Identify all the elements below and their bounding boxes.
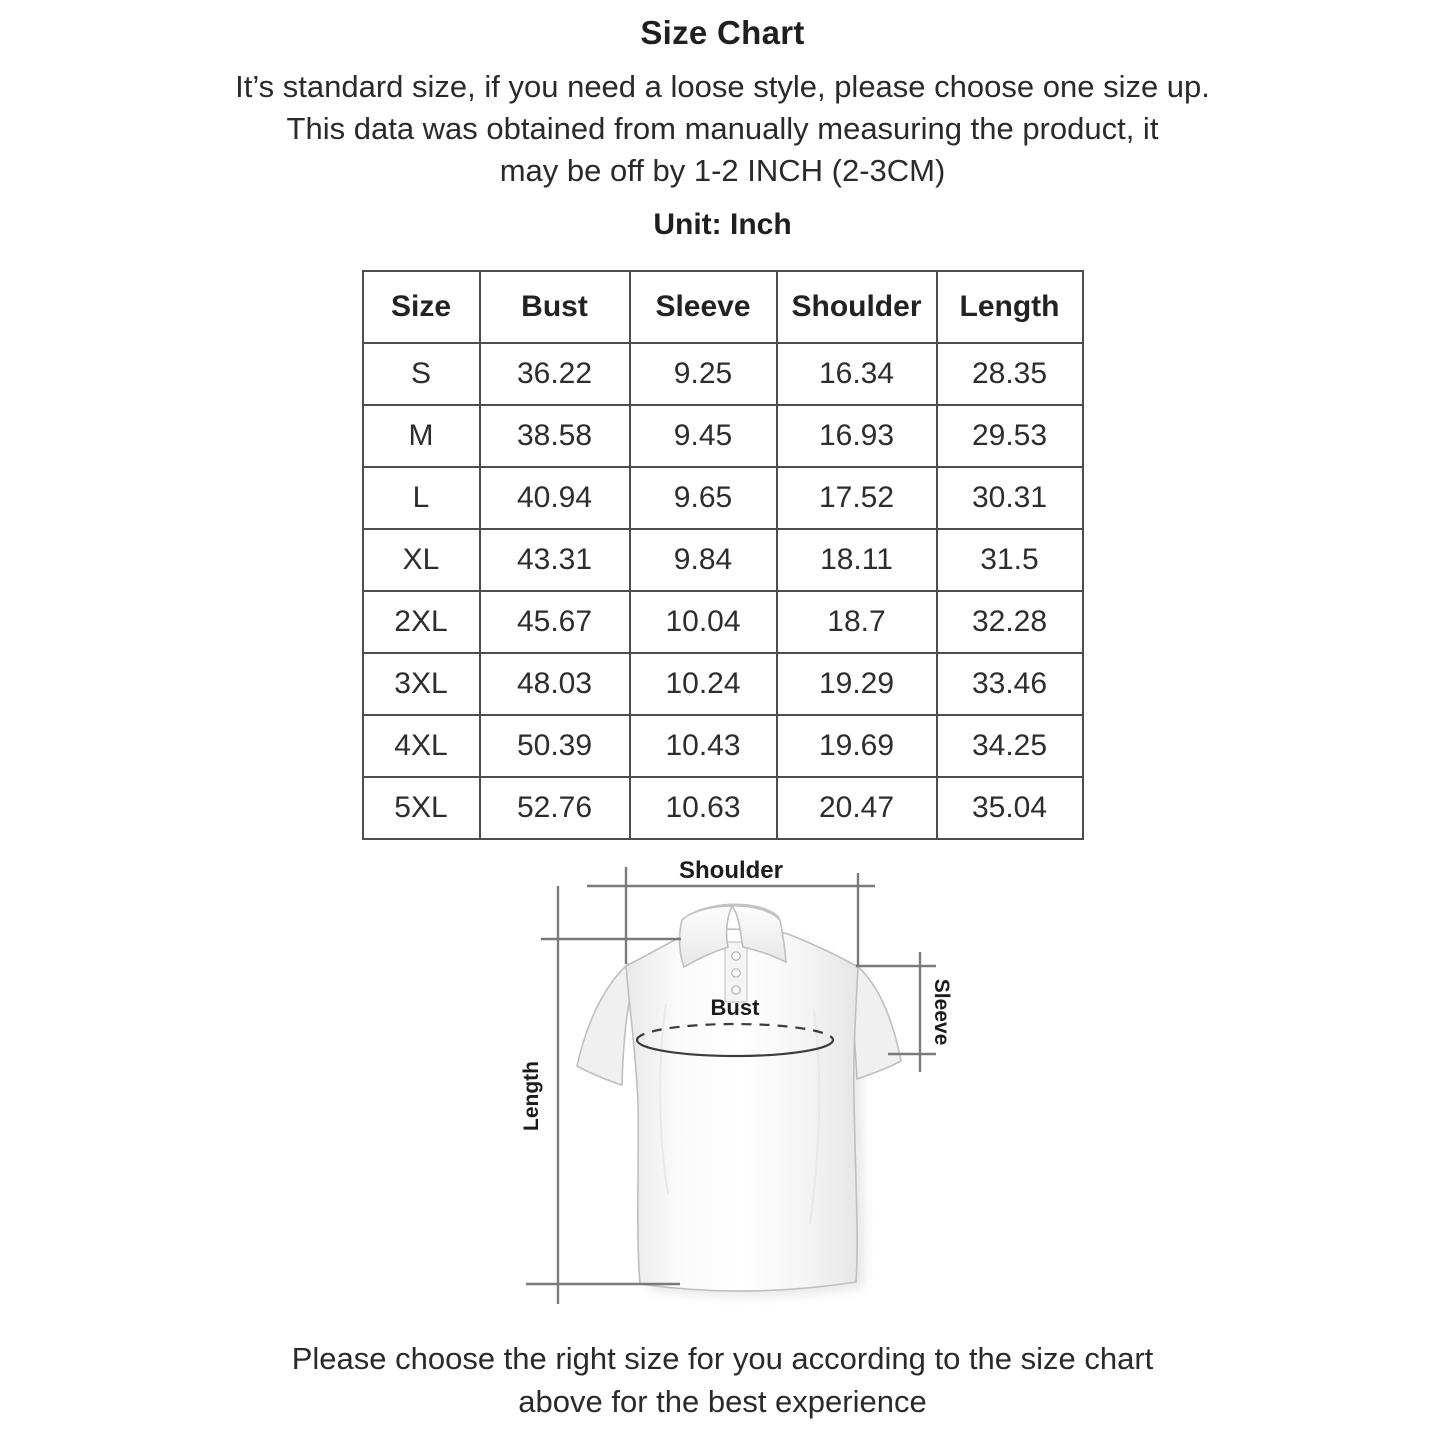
table-header-row	[363, 271, 1083, 343]
table-row	[363, 715, 1083, 777]
button-icon	[731, 952, 739, 960]
footer-line-2: above for the best experience	[518, 1384, 927, 1419]
table-cell: 10.43	[630, 715, 777, 777]
length-label: Length	[519, 1061, 543, 1131]
column-header-bust: Bust	[480, 271, 630, 343]
table-cell: 18.11	[777, 529, 937, 591]
table-cell: 43.31	[480, 529, 630, 591]
table-cell: 5XL	[363, 777, 480, 839]
table-cell: 31.5	[937, 529, 1083, 591]
table-cell: 45.67	[480, 591, 630, 653]
table-cell: 3XL	[363, 653, 480, 715]
table-row	[363, 653, 1083, 715]
footer-note	[0, 1337, 1445, 1423]
table-cell: 2XL	[363, 591, 480, 653]
size-table-body	[363, 343, 1083, 839]
sleeve-label: Sleeve	[929, 978, 953, 1046]
table-cell: 29.53	[937, 405, 1083, 467]
button-icon	[731, 969, 739, 977]
table-cell: 16.34	[777, 343, 937, 405]
table-cell: 35.04	[937, 777, 1083, 839]
table-cell: 48.03	[480, 653, 630, 715]
table-cell: 18.7	[777, 591, 937, 653]
table-row	[363, 467, 1083, 529]
table-cell: 10.24	[630, 653, 777, 715]
shirt-placket	[725, 942, 747, 1002]
button-icon	[731, 986, 739, 994]
table-cell: 20.47	[777, 777, 937, 839]
unit-label: Unit: Inch	[653, 208, 792, 241]
bust-label: Bust	[710, 995, 759, 1020]
table-cell: 9.65	[630, 467, 777, 529]
table-cell: 10.63	[630, 777, 777, 839]
column-header-size: Size	[363, 271, 480, 343]
description-line-1: It’s standard size, if you need a loose style, please choose one size up.	[235, 69, 1210, 104]
table-cell: 17.52	[777, 467, 937, 529]
shoulder-label: Shoulder	[678, 857, 783, 884]
table-cell: L	[363, 467, 480, 529]
table-row	[363, 591, 1083, 653]
table-row	[363, 405, 1083, 467]
table-cell: 16.93	[777, 405, 937, 467]
description-line-3: may be off by 1-2 INCH (2-3CM)	[499, 153, 946, 188]
table-cell: M	[363, 405, 480, 467]
column-header-sleeve: Sleeve	[630, 271, 777, 343]
measurement-diagram	[518, 854, 958, 1329]
table-cell: 52.76	[480, 777, 630, 839]
column-header-shoulder: Shoulder	[777, 271, 937, 343]
table-cell: 40.94	[480, 467, 630, 529]
table-cell: 34.25	[937, 715, 1083, 777]
table-cell: 4XL	[363, 715, 480, 777]
size-description	[0, 66, 1445, 192]
table-cell: XL	[363, 529, 480, 591]
table-cell: 9.45	[630, 405, 777, 467]
size-table	[362, 270, 1084, 840]
table-cell: 10.04	[630, 591, 777, 653]
table-cell: 19.69	[777, 715, 937, 777]
polo-diagram-svg	[518, 854, 958, 1324]
table-cell: 38.58	[480, 405, 630, 467]
table-row	[363, 777, 1083, 839]
footer-line-1: Please choose the right size for you according to the size chart	[291, 1341, 1154, 1376]
description-line-2: This data was obtained from manually measuring the product, it	[286, 111, 1159, 146]
column-header-length: Length	[937, 271, 1083, 343]
table-cell: 36.22	[480, 343, 630, 405]
table-row	[363, 529, 1083, 591]
table-cell: 9.84	[630, 529, 777, 591]
page-title: Size Chart	[640, 14, 805, 51]
table-cell: S	[363, 343, 480, 405]
table-cell: 9.25	[630, 343, 777, 405]
table-cell: 19.29	[777, 653, 937, 715]
table-cell: 28.35	[937, 343, 1083, 405]
table-cell: 32.28	[937, 591, 1083, 653]
table-cell: 50.39	[480, 715, 630, 777]
table-cell: 30.31	[937, 467, 1083, 529]
table-row	[363, 343, 1083, 405]
table-cell: 33.46	[937, 653, 1083, 715]
